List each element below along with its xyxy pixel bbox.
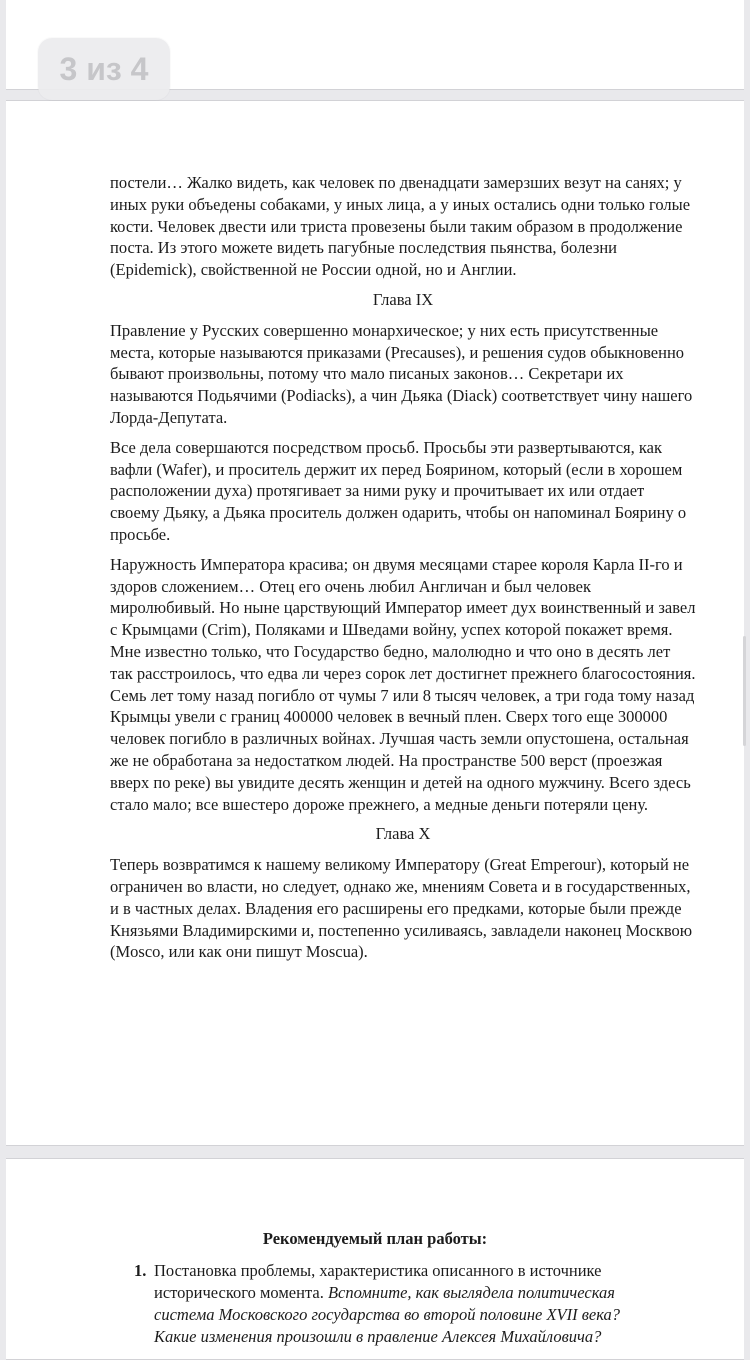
paragraph: Теперь возвратимся к нашему великому Императору (Great Emperour), который не ограничен во власти, но следует, однако же, мнениям Совета и в государственных, и в частных делах. Владения его расширены его предками, которые были прежде Князьями Владимирскими и, постепенно усиливаясь, завладели наконец Москвою (Mosco, или как они пишут Moscua). [110,855,693,962]
paragraph: Правление у Русских совершенно монархическое; у них есть присутственные места, которые называются приказами (Precauses), и решения судов обыкновенно бывают произвольны, потому что мало писаных законов… Секретари их называются Подьячими (Podiacks), а чин Дьяка (Diack) соответствует чину нашего Лорда-Депутата. [110,320,693,427]
plan-title: Рекомендуемый план работы: [262,1229,488,1248]
plan-item-number: 1. [134,1261,147,1280]
chapter-heading: Глава IX [372,289,434,309]
plan-item-question: Вспомните, как выглядела политическая система Московского государства во второй половине XVII века? Какие изменения произошли в правление Алексея Михайловича? [154,1283,621,1346]
plan-item [134,1260,634,1348]
current-page [6,100,744,1146]
page-counter-badge: 3 из 4 [38,38,170,100]
chapter-heading: Глава X [375,824,431,844]
page-body [110,172,696,971]
next-page [6,1158,744,1360]
plan-item-text [154,1261,620,1346]
paragraph: постели… Жалко видеть, как человек по двенадцати замерзших везут на санях; у иных руки объедены собаками, у иных лица, а у иных остались одни только голые кости. Человек двести или триста провезены были таким образом в продолжение поста. Из этого можете видеть пагубные последствия пьянства, болезни (Epidemick), свойственной не России одной, но и Англии. [110,173,691,280]
previous-page-text-fragment [112,0,236,2]
paragraph: Наружность Императора красива; он двумя месяцами старее короля Карла II-го и здоров сложением… Отец его очень любил Англичан и был человек миролюбивый. Но ныне царствующий Император имеет дух воинственный и завел с Крымцами (Crim), Поляками и Шведами войну, успех которой покажет время. Мне известно только, что Государство бедно, малолюдно и что оно в десять лет так расстроилось, что едва ли через сорок лет достигнет прежнего благосостояния. Семь лет тому назад погибло от чумы 7 или 8 тысяч человек, а три года тому назад Крымцы увели с границ 400000 человек в вечный плен. Сверх того еще 300000 человек погибло в различных войнах. Лучшая часть земли опустошена, остальная же не обработана за недостатком людей. На пространстве 500 верст (проезжая вверх по реке) вы увидите десять женщин и детей на одного мужчину. Всего здесь стало мало; все вшестеро дороже прежнего, а медные деньги потеряли цену. [110,554,696,814]
plan-list [134,1260,634,1348]
plan-item-statement: Постановка проблемы, характеристика описанного в источнике исторического момента. [154,1261,602,1302]
paragraph: Все дела совершаются посредством просьб. Просьбы эти развертываются, как вафли (Wafer), и проситель держит их перед Боярином, который (если в хорошем расположении духа) протягивает за ними руку и прочитывает их или отдает своему Дьяку, а Дьяка проситель должен одарить, чтобы он напоминал Боярину о просьбе. [110,437,687,544]
scrollbar[interactable] [743,636,746,746]
